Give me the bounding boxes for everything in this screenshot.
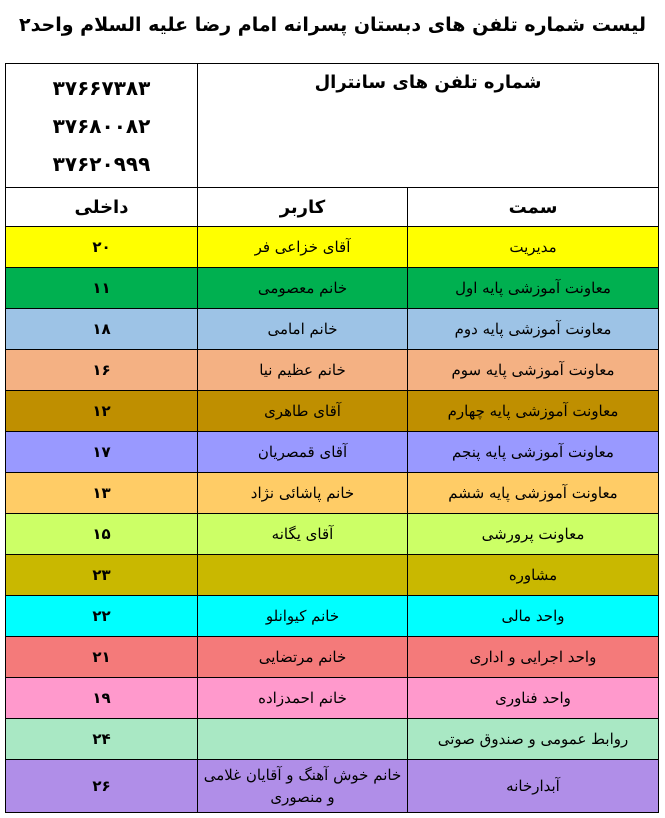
- row-user: آقای قمصریان: [198, 432, 408, 473]
- table-row: [6, 268, 659, 309]
- row-user: خانم پاشائی نژاد: [198, 473, 408, 514]
- row-position: مشاوره: [408, 555, 659, 596]
- table-row: [6, 760, 659, 813]
- table-row: [6, 596, 659, 637]
- row-position: معاونت آموزشی پایه سوم: [408, 350, 659, 391]
- table-row: [6, 350, 659, 391]
- table-header: [6, 188, 659, 227]
- row-user: خانم عظیم نیا: [198, 350, 408, 391]
- row-position: واحد اجرایی و اداری: [408, 637, 659, 678]
- table-row: [6, 473, 659, 514]
- row-user: آقای طاهری: [198, 391, 408, 432]
- row-extension: ۱۳: [6, 473, 198, 514]
- row-user: [198, 555, 408, 596]
- table-row: [6, 555, 659, 596]
- header-extension: داخلی: [6, 188, 198, 227]
- row-position: آبدارخانه: [408, 760, 659, 813]
- row-extension: ۱۷: [6, 432, 198, 473]
- row-extension: ۲۳: [6, 555, 198, 596]
- row-position: معاونت آموزشی پایه دوم: [408, 309, 659, 350]
- row-position: معاونت آموزشی پایه پنجم: [408, 432, 659, 473]
- row-extension: ۲۲: [6, 596, 198, 637]
- row-user: خانم امامی: [198, 309, 408, 350]
- table-row: [6, 227, 659, 268]
- row-position: معاونت آموزشی پایه چهارم: [408, 391, 659, 432]
- row-position: واحد فناوری: [408, 678, 659, 719]
- central-row: [6, 64, 659, 188]
- central-number: ۳۷۶۲۰۹۹۹: [52, 151, 151, 176]
- row-user: [198, 719, 408, 760]
- row-position: معاونت آموزشی پایه اول: [408, 268, 659, 309]
- row-position: روابط عمومی و صندوق صوتی: [408, 719, 659, 760]
- row-extension: ۲۶: [6, 760, 198, 813]
- row-extension: ۱۱: [6, 268, 198, 309]
- table-row: [6, 391, 659, 432]
- table-row: [6, 637, 659, 678]
- row-extension: ۱۵: [6, 514, 198, 555]
- table-row: [6, 719, 659, 760]
- row-extension: ۱۸: [6, 309, 198, 350]
- central-label: شماره تلفن های سانترال: [198, 64, 659, 188]
- row-position: معاونت آموزشی پایه ششم: [408, 473, 659, 514]
- row-extension: ۱۲: [6, 391, 198, 432]
- row-user: خانم معصومی: [198, 268, 408, 309]
- row-extension: ۲۱: [6, 637, 198, 678]
- table-row: [6, 309, 659, 350]
- table-row: [6, 678, 659, 719]
- row-user: آقای خزاعی فر: [198, 227, 408, 268]
- row-user: آقای یگانه: [198, 514, 408, 555]
- phone-table: [5, 63, 659, 813]
- row-user: خانم کیوانلو: [198, 596, 408, 637]
- table-row: [6, 432, 659, 473]
- central-numbers: [6, 64, 198, 188]
- row-user: خانم خوش آهنگ و آقایان غلامی و منصوری: [198, 760, 408, 813]
- row-extension: ۱۶: [6, 350, 198, 391]
- row-user: خانم مرتضایی: [198, 637, 408, 678]
- row-extension: ۲۴: [6, 719, 198, 760]
- header-user: کاربر: [198, 188, 408, 227]
- table-row: [6, 514, 659, 555]
- row-position: معاونت پرورشی: [408, 514, 659, 555]
- row-position: مدیریت: [408, 227, 659, 268]
- header-position: سمت: [408, 188, 659, 227]
- row-user: خانم احمدزاده: [198, 678, 408, 719]
- central-number: ۳۷۶۸۰۰۸۲: [52, 113, 151, 138]
- row-position: واحد مالی: [408, 596, 659, 637]
- page-title: لیست شماره تلفن های دبستان پسرانه امام رضا علیه السلام واحد۲: [18, 14, 647, 36]
- central-number: ۳۷۶۶۷۳۸۳: [52, 75, 151, 100]
- row-extension: ۱۹: [6, 678, 198, 719]
- row-extension: ۲۰: [6, 227, 198, 268]
